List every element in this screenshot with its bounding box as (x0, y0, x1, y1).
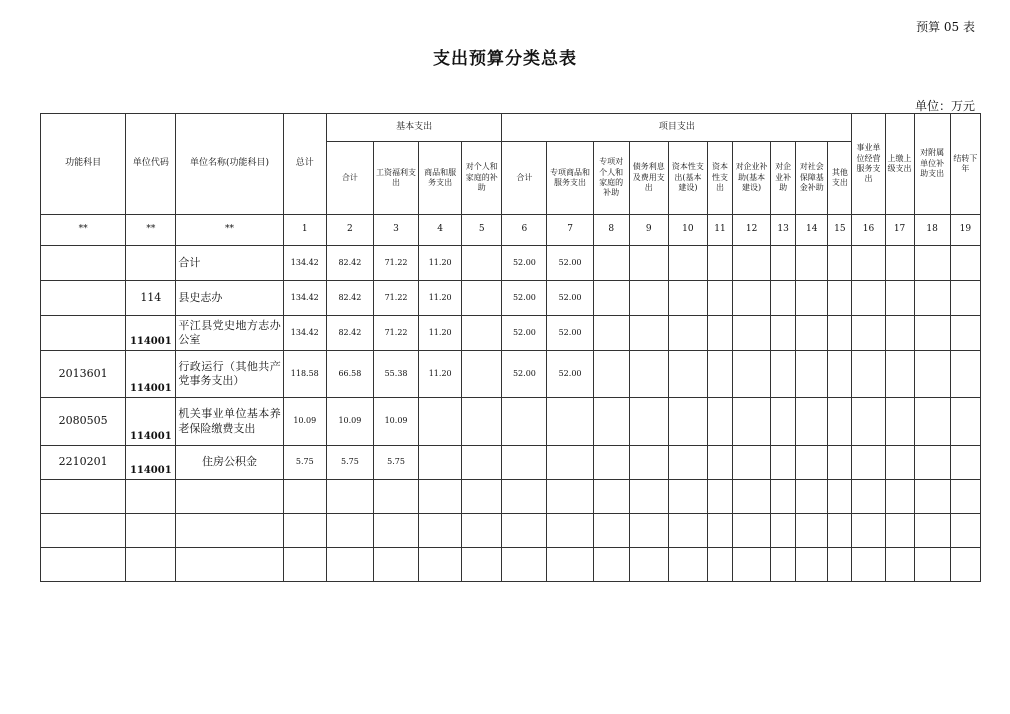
empty-cell (796, 281, 828, 316)
proj-goods-cell (547, 446, 593, 480)
unit-name-cell: 机关事业单位基本养老保险缴费支出 (176, 398, 283, 446)
empty-cell (707, 446, 732, 480)
header-project-group: 项目支出 (502, 114, 852, 142)
goods-cell: 11.20 (419, 246, 462, 281)
empty-cell (796, 351, 828, 398)
empty-cell (950, 446, 980, 480)
basic-total-cell: 66.58 (326, 351, 373, 398)
wages-cell: 71.22 (373, 281, 418, 316)
empty-cell (950, 398, 980, 446)
empty-cell (771, 281, 796, 316)
proj-goods-cell: 52.00 (547, 316, 593, 351)
empty-cell (771, 446, 796, 480)
header-wages: 工资福利支出 (373, 142, 418, 215)
budget-table (40, 113, 981, 582)
index-cell: 6 (502, 215, 547, 246)
goods-cell: 11.20 (419, 351, 462, 398)
empty-cell (885, 351, 914, 398)
table-row (41, 446, 981, 480)
empty-cell (914, 398, 950, 446)
empty-cell (885, 398, 914, 446)
header-basic-group: 基本支出 (326, 114, 502, 142)
wages-cell: 55.38 (373, 351, 418, 398)
header-unit-code: 单位代码 (126, 114, 176, 215)
unit-code-cell: 114001 (126, 351, 176, 398)
empty-cell (950, 281, 980, 316)
table-row (41, 351, 981, 398)
empty-cell (771, 316, 796, 351)
page-title: 支出预算分类总表 (433, 49, 577, 69)
basic-total-cell: 82.42 (326, 246, 373, 281)
unit-name-cell: 住房公积金 (176, 446, 283, 480)
header-unit-name: 单位名称(功能科目) (176, 114, 283, 215)
empty-cell (914, 246, 950, 281)
empty-cell (668, 398, 707, 446)
func-code-cell: 2080505 (41, 398, 126, 446)
empty-cell (885, 446, 914, 480)
empty-cell (629, 281, 668, 316)
empty-cell (668, 446, 707, 480)
header-enterprise-basic: 对企业补助(基本建设) (733, 142, 771, 215)
header-social: 对社会保障基金补助 (796, 142, 828, 215)
header-capital-basic: 资本性支出(基本建设) (668, 142, 707, 215)
empty-cell (852, 398, 885, 446)
empty-cell (629, 351, 668, 398)
empty-cell (771, 351, 796, 398)
proj-goods-cell: 52.00 (547, 351, 593, 398)
empty-cell (733, 316, 771, 351)
index-cell: 1 (283, 215, 326, 246)
empty-cell (828, 316, 852, 351)
empty-cell (796, 398, 828, 446)
goods-cell: 11.20 (419, 281, 462, 316)
goods-cell (419, 398, 462, 446)
index-cell: ** (126, 215, 176, 246)
proj-goods-cell (547, 398, 593, 446)
unit-code-cell: 114001 (126, 316, 176, 351)
empty-cell (828, 398, 852, 446)
header-subsidiary: 对附属单位补助支出 (914, 114, 950, 215)
empty-cell (950, 246, 980, 281)
proj-total-cell: 52.00 (502, 351, 547, 398)
unit-label: 单位：万元 (914, 99, 975, 113)
empty-cell (852, 316, 885, 351)
empty-cell (668, 281, 707, 316)
empty-cell (593, 446, 629, 480)
empty-cell (462, 316, 502, 351)
empty-row (41, 480, 981, 514)
empty-row (41, 548, 981, 582)
empty-cell (950, 316, 980, 351)
empty-cell (629, 446, 668, 480)
index-cell: 2 (326, 215, 373, 246)
index-cell: 3 (373, 215, 418, 246)
index-cell: 17 (885, 215, 914, 246)
table-row (41, 316, 981, 351)
header-operating: 事业单位经营服务支出 (852, 114, 885, 215)
total-cell: 118.58 (283, 351, 326, 398)
proj-total-cell: 52.00 (502, 246, 547, 281)
empty-cell (462, 246, 502, 281)
empty-cell (914, 351, 950, 398)
index-cell: ** (41, 215, 126, 246)
empty-cell (733, 446, 771, 480)
empty-cell (707, 246, 732, 281)
total-cell: 134.42 (283, 316, 326, 351)
unit-name-cell: 合计 (176, 246, 283, 281)
empty-cell (629, 398, 668, 446)
form-number: 预算 05 表 (916, 20, 975, 34)
basic-total-cell: 10.09 (326, 398, 373, 446)
empty-cell (593, 316, 629, 351)
index-cell: 18 (914, 215, 950, 246)
goods-cell (419, 446, 462, 480)
empty-cell (852, 351, 885, 398)
wages-cell: 71.22 (373, 316, 418, 351)
header-debt: 债务利息及费用支出 (629, 142, 668, 215)
table-row (41, 246, 981, 281)
empty-cell (796, 316, 828, 351)
empty-cell (629, 246, 668, 281)
empty-cell (796, 246, 828, 281)
empty-cell (707, 398, 732, 446)
empty-row (41, 514, 981, 548)
empty-cell (629, 316, 668, 351)
empty-cell (828, 351, 852, 398)
empty-cell (950, 351, 980, 398)
unit-code-cell: 114001 (126, 398, 176, 446)
header-proj-total: 合计 (502, 142, 547, 215)
index-row (41, 215, 981, 246)
header-total: 总计 (283, 114, 326, 215)
basic-total-cell: 82.42 (326, 316, 373, 351)
empty-cell (885, 246, 914, 281)
proj-total-cell (502, 398, 547, 446)
empty-cell (707, 351, 732, 398)
proj-total-cell: 52.00 (502, 281, 547, 316)
header-capital: 资本性支出 (707, 142, 732, 215)
empty-cell (885, 316, 914, 351)
wages-cell: 5.75 (373, 446, 418, 480)
empty-cell (828, 446, 852, 480)
func-code-cell (41, 246, 126, 281)
empty-cell (852, 446, 885, 480)
func-code-cell: 2210201 (41, 446, 126, 480)
header-proj-goods: 专项商品和服务支出 (547, 142, 593, 215)
func-code-cell: 2013601 (41, 351, 126, 398)
unit-name-cell: 行政运行（其他共产党事务支出） (176, 351, 283, 398)
empty-cell (462, 281, 502, 316)
empty-cell (852, 281, 885, 316)
index-cell: 13 (771, 215, 796, 246)
proj-total-cell (502, 446, 547, 480)
empty-cell (462, 398, 502, 446)
header-personal: 对个人和家庭的补助 (462, 142, 502, 215)
proj-goods-cell: 52.00 (547, 246, 593, 281)
index-cell: 16 (852, 215, 885, 246)
empty-cell (852, 246, 885, 281)
unit-name-cell: 县史志办 (176, 281, 283, 316)
index-cell: 8 (593, 215, 629, 246)
header-enterprise: 对企业补助 (771, 142, 796, 215)
index-cell: 9 (629, 215, 668, 246)
empty-cell (707, 316, 732, 351)
total-cell: 5.75 (283, 446, 326, 480)
basic-total-cell: 82.42 (326, 281, 373, 316)
empty-cell (771, 398, 796, 446)
func-code-cell (41, 316, 126, 351)
empty-cell (914, 446, 950, 480)
header-goods: 商品和服务支出 (419, 142, 462, 215)
unit-code-cell (126, 246, 176, 281)
table-row (41, 398, 981, 446)
total-cell: 134.42 (283, 246, 326, 281)
empty-cell (593, 398, 629, 446)
empty-cell (914, 281, 950, 316)
empty-cell (668, 351, 707, 398)
empty-cell (796, 446, 828, 480)
empty-cell (462, 351, 502, 398)
empty-cell (733, 281, 771, 316)
func-code-cell (41, 281, 126, 316)
wages-cell: 10.09 (373, 398, 418, 446)
empty-cell (828, 246, 852, 281)
basic-total-cell: 5.75 (326, 446, 373, 480)
empty-cell (593, 246, 629, 281)
header-basic-total: 合计 (326, 142, 373, 215)
empty-cell (733, 351, 771, 398)
empty-cell (593, 351, 629, 398)
header-other: 其他支出 (828, 142, 852, 215)
goods-cell: 11.20 (419, 316, 462, 351)
header-carry: 结转下年 (950, 114, 980, 215)
total-cell: 134.42 (283, 281, 326, 316)
empty-cell (668, 316, 707, 351)
index-cell: 12 (733, 215, 771, 246)
index-cell: 4 (419, 215, 462, 246)
empty-cell (828, 281, 852, 316)
empty-cell (462, 446, 502, 480)
index-cell: 10 (668, 215, 707, 246)
empty-cell (914, 316, 950, 351)
proj-goods-cell: 52.00 (547, 281, 593, 316)
table-row (41, 281, 981, 316)
index-cell: 7 (547, 215, 593, 246)
index-cell: 11 (707, 215, 732, 246)
proj-total-cell: 52.00 (502, 316, 547, 351)
empty-cell (885, 281, 914, 316)
index-cell: 14 (796, 215, 828, 246)
index-cell: 15 (828, 215, 852, 246)
index-cell: 5 (462, 215, 502, 246)
empty-cell (771, 246, 796, 281)
empty-cell (733, 398, 771, 446)
header-func-subject: 功能科目 (41, 114, 126, 215)
unit-name-cell: 平江县党史地方志办公室 (176, 316, 283, 351)
empty-cell (733, 246, 771, 281)
index-cell: 19 (950, 215, 980, 246)
unit-code-cell: 114001 (126, 446, 176, 480)
total-cell: 10.09 (283, 398, 326, 446)
unit-code-cell: 114 (126, 281, 176, 316)
empty-cell (668, 246, 707, 281)
wages-cell: 71.22 (373, 246, 418, 281)
empty-cell (707, 281, 732, 316)
empty-cell (593, 281, 629, 316)
index-cell: ** (176, 215, 283, 246)
header-upper: 上缴上级支出 (885, 114, 914, 215)
header-proj-personal: 专项对个人和家庭的补助 (593, 142, 629, 215)
